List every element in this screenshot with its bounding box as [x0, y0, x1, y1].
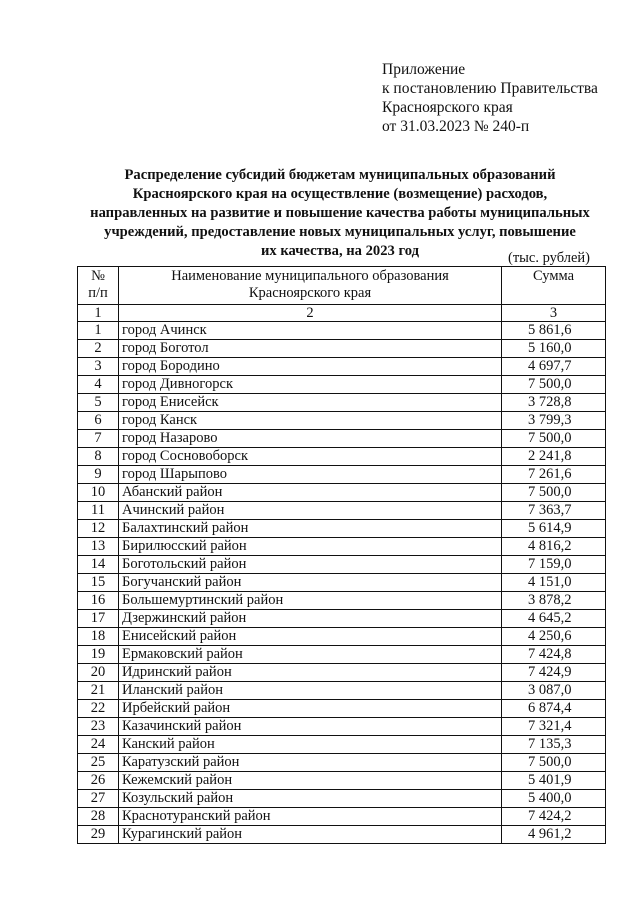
appendix-line: от 31.03.2023 № 240-п	[382, 118, 530, 135]
table-row	[78, 718, 606, 736]
subsidy-amount: 7 135,3	[502, 736, 606, 754]
subsidy-amount: 7 159,0	[502, 556, 606, 574]
table-row	[78, 808, 606, 826]
header-num	[78, 267, 119, 305]
municipality-name: город Шарыпово	[119, 466, 502, 484]
row-number: 10	[78, 484, 119, 502]
header-num-line1: №	[91, 268, 105, 284]
subsidy-amount: 3 087,0	[502, 682, 606, 700]
subsidy-table	[77, 266, 606, 844]
municipality-name: Ачинский район	[119, 502, 502, 520]
row-number: 18	[78, 628, 119, 646]
table-row	[78, 574, 606, 592]
document-title	[60, 166, 620, 261]
table-row	[78, 502, 606, 520]
column-index: 1	[78, 305, 119, 322]
row-number: 27	[78, 790, 119, 808]
municipality-name: Каратузский район	[119, 754, 502, 772]
row-number: 11	[78, 502, 119, 520]
header-sum	[502, 267, 606, 305]
appendix-line: Приложение	[382, 61, 466, 78]
row-number: 29	[78, 826, 119, 844]
municipality-name: Кежемский район	[119, 772, 502, 790]
row-number: 14	[78, 556, 119, 574]
municipality-name: город Назарово	[119, 430, 502, 448]
municipality-name: Енисейский район	[119, 628, 502, 646]
municipality-name: город Сосновоборск	[119, 448, 502, 466]
table-row	[78, 448, 606, 466]
header-num-line2: п/п	[88, 285, 108, 301]
column-index: 2	[119, 305, 502, 322]
municipality-name: город Канск	[119, 412, 502, 430]
units-label: (тыс. рублей)	[508, 250, 590, 266]
table-row	[78, 790, 606, 808]
subsidy-amount: 5 400,0	[502, 790, 606, 808]
subsidy-amount: 7 261,6	[502, 466, 606, 484]
table-row	[78, 754, 606, 772]
municipality-name: город Ачинск	[119, 322, 502, 340]
table-row	[78, 592, 606, 610]
subsidy-amount: 5 401,9	[502, 772, 606, 790]
table-row	[78, 664, 606, 682]
subsidy-amount: 4 697,7	[502, 358, 606, 376]
subsidy-amount: 3 728,8	[502, 394, 606, 412]
row-number: 7	[78, 430, 119, 448]
municipality-name: город Бородино	[119, 358, 502, 376]
subsidy-amount: 7 500,0	[502, 430, 606, 448]
municipality-name: Иланский район	[119, 682, 502, 700]
appendix-line: Красноярского края	[382, 99, 513, 116]
table-header-row	[78, 267, 606, 305]
table-row	[78, 340, 606, 358]
appendix-line: к постановлению Правительства	[382, 80, 598, 97]
header-name-line1: Наименование муниципального образования	[171, 268, 449, 284]
table-row	[78, 646, 606, 664]
subsidy-amount: 5 160,0	[502, 340, 606, 358]
subsidy-amount: 7 424,8	[502, 646, 606, 664]
header-name-line2: Красноярского края	[248, 285, 372, 301]
row-number: 16	[78, 592, 119, 610]
table-row	[78, 610, 606, 628]
subsidy-amount: 7 424,2	[502, 808, 606, 826]
table-row	[78, 484, 606, 502]
municipality-name: Ермаковский район	[119, 646, 502, 664]
municipality-name: Балахтинский район	[119, 520, 502, 538]
title-line: направленных на развитие и повышение качества работы муниципальных	[90, 205, 590, 221]
subsidy-amount: 4 250,6	[502, 628, 606, 646]
municipality-name: город Енисейск	[119, 394, 502, 412]
table-row	[78, 412, 606, 430]
municipality-name: Дзержинский район	[119, 610, 502, 628]
title-line: Распределение субсидий бюджетам муниципальных образований	[124, 167, 556, 183]
row-number: 9	[78, 466, 119, 484]
row-number: 21	[78, 682, 119, 700]
subsidy-amount: 5 614,9	[502, 520, 606, 538]
column-index: 3	[502, 305, 606, 322]
row-number: 26	[78, 772, 119, 790]
subsidy-amount: 3 878,2	[502, 592, 606, 610]
table-row	[78, 322, 606, 340]
row-number: 4	[78, 376, 119, 394]
subsidy-amount: 7 424,9	[502, 664, 606, 682]
subsidy-amount: 7 500,0	[502, 376, 606, 394]
municipality-name: город Боготол	[119, 340, 502, 358]
subsidy-amount: 7 363,7	[502, 502, 606, 520]
row-number: 3	[78, 358, 119, 376]
subsidy-amount: 4 816,2	[502, 538, 606, 556]
municipality-name: Козульский район	[119, 790, 502, 808]
subsidy-amount: 2 241,8	[502, 448, 606, 466]
table-row	[78, 394, 606, 412]
table-row	[78, 700, 606, 718]
table-row	[78, 466, 606, 484]
municipality-name: Абанский район	[119, 484, 502, 502]
row-number: 6	[78, 412, 119, 430]
table-row	[78, 826, 606, 844]
table-row	[78, 520, 606, 538]
municipality-name: Краснотуранский район	[119, 808, 502, 826]
subsidy-amount: 4 961,2	[502, 826, 606, 844]
row-number: 1	[78, 322, 119, 340]
table-row	[78, 628, 606, 646]
table-row	[78, 682, 606, 700]
row-number: 23	[78, 718, 119, 736]
subsidy-amount: 4 645,2	[502, 610, 606, 628]
municipality-name: город Дивногорск	[119, 376, 502, 394]
table-body	[78, 322, 606, 844]
municipality-name: Канский район	[119, 736, 502, 754]
table-row	[78, 376, 606, 394]
municipality-name: Большемуртинский район	[119, 592, 502, 610]
municipality-name: Богучанский район	[119, 574, 502, 592]
row-number: 19	[78, 646, 119, 664]
row-number: 8	[78, 448, 119, 466]
subsidy-amount: 7 500,0	[502, 754, 606, 772]
subsidy-amount: 5 861,6	[502, 322, 606, 340]
row-number: 15	[78, 574, 119, 592]
table-row	[78, 556, 606, 574]
row-number: 28	[78, 808, 119, 826]
row-number: 12	[78, 520, 119, 538]
municipality-name: Казачинский район	[119, 718, 502, 736]
row-number: 25	[78, 754, 119, 772]
subsidy-amount: 3 799,3	[502, 412, 606, 430]
row-number: 24	[78, 736, 119, 754]
column-index-row	[78, 305, 606, 322]
row-number: 17	[78, 610, 119, 628]
title-line: их качества, на 2023 год	[261, 243, 419, 259]
municipality-name: Бирилюсский район	[119, 538, 502, 556]
municipality-name: Ирбейский район	[119, 700, 502, 718]
header-name	[119, 267, 502, 305]
row-number: 2	[78, 340, 119, 358]
table-row	[78, 358, 606, 376]
header-sum-label: Сумма	[532, 268, 575, 284]
row-number: 5	[78, 394, 119, 412]
subsidy-amount: 4 151,0	[502, 574, 606, 592]
row-number: 13	[78, 538, 119, 556]
row-number: 22	[78, 700, 119, 718]
table-row	[78, 736, 606, 754]
municipality-name: Идринский район	[119, 664, 502, 682]
municipality-name: Курагинский район	[119, 826, 502, 844]
subsidy-amount: 7 321,4	[502, 718, 606, 736]
title-line: учреждений, предоставление новых муниципальных услуг, повышение	[104, 224, 576, 240]
table-row	[78, 772, 606, 790]
row-number: 20	[78, 664, 119, 682]
appendix-block	[382, 60, 598, 136]
table-row	[78, 430, 606, 448]
municipality-name: Боготольский район	[119, 556, 502, 574]
subsidy-amount: 7 500,0	[502, 484, 606, 502]
subsidy-amount: 6 874,4	[502, 700, 606, 718]
table-row	[78, 538, 606, 556]
title-line: Красноярского края на осуществление (возмещение) расходов,	[132, 186, 548, 202]
